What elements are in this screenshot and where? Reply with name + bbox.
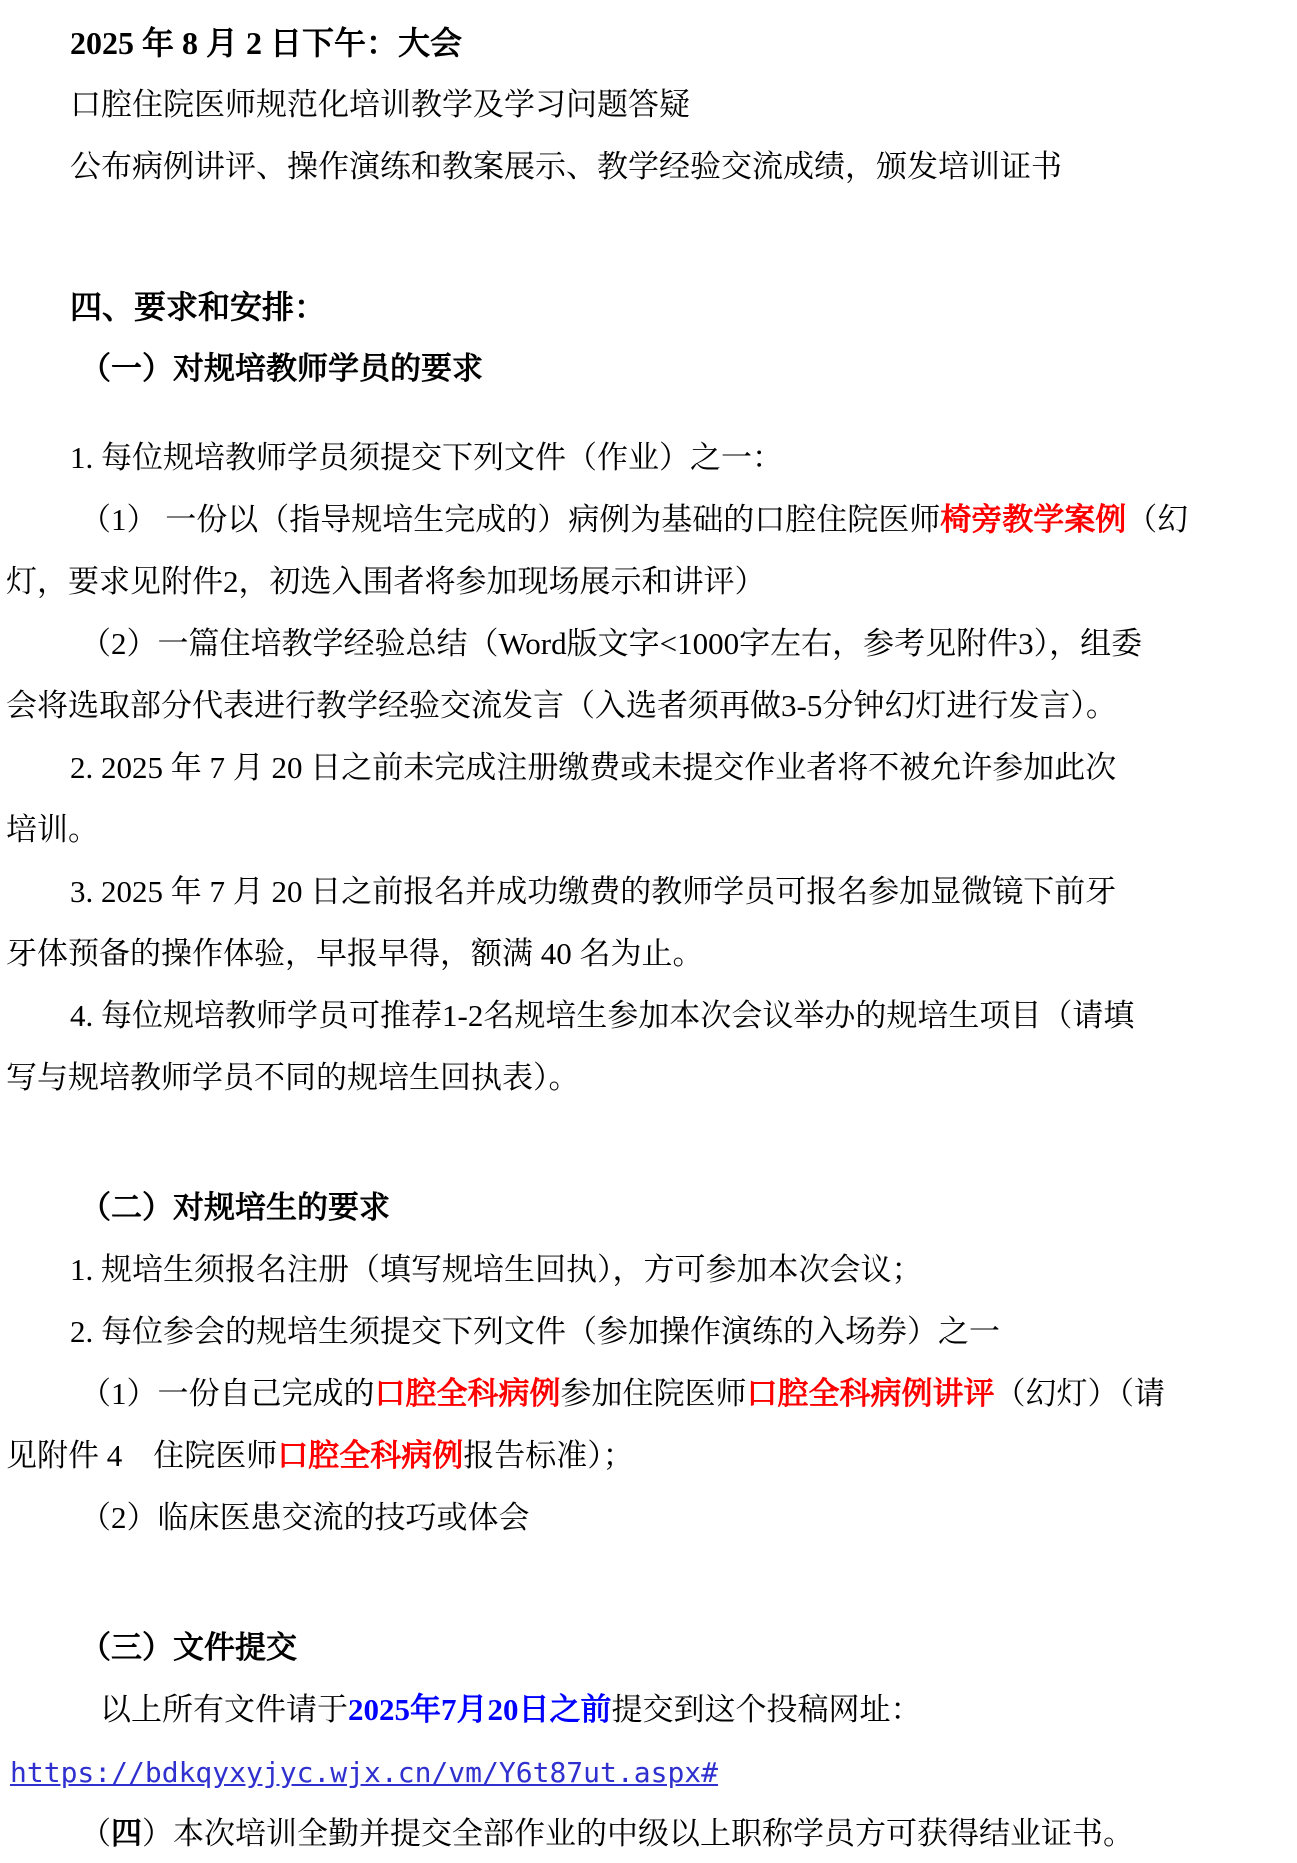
teacher-item1a-line2	[0, 551, 1297, 613]
schedule-line-qa-text: 口腔住院医师规范化培训教学及学习问题答疑	[70, 87, 690, 122]
resident-item2a-text3: （幻灯）（请	[994, 1376, 1165, 1411]
submission-title	[0, 1617, 1297, 1679]
teacher-item3-line2-text: 牙体预备的操作体验，早报早得，额满 40 名为止。	[6, 936, 704, 971]
resident-item2a-text1: （1）一份自己完成的	[80, 1376, 375, 1411]
teacher-item2-line2-text: 培训。	[6, 812, 99, 847]
teacher-item2-line2	[0, 799, 1297, 861]
certificate-note-text: ）本次培训全勤并提交全部作业的中级以上职称学员方可获得结业证书。	[142, 1816, 1134, 1851]
resident-item2a-red-review: 口腔全科病例讲评	[746, 1376, 995, 1411]
teacher-item1a-red-chairside: 椅旁教学案例	[940, 502, 1127, 537]
teacher-item1-text: 1. 每位规培教师学员须提交下列文件（作业）之一：	[70, 440, 783, 475]
teacher-item1b-line2	[0, 675, 1297, 737]
submission-url-line	[0, 1741, 1297, 1803]
teacher-item1b-line1	[0, 613, 1297, 675]
teacher-item1a-line1	[0, 489, 1297, 551]
submission-instruction-text2: 提交到这个投稿网址：	[611, 1692, 922, 1727]
resident-item2b-text: （2）临床医患交流的技巧或体会	[80, 1500, 530, 1535]
spacer	[0, 198, 1297, 276]
teacher-requirements-title-text: （一）对规培教师学员的要求	[80, 351, 483, 386]
certificate-note-paren-open: （	[80, 1816, 111, 1851]
resident-item2a-line2	[0, 1425, 1297, 1487]
resident-requirements-title	[0, 1177, 1297, 1239]
section4-title	[0, 276, 1297, 338]
teacher-requirements-title	[0, 338, 1297, 400]
schedule-line-qa	[0, 74, 1297, 136]
teacher-item4-line2	[0, 1047, 1297, 1109]
teacher-item4-line2-text: 写与规培教师学员不同的规培生回执表）。	[6, 1060, 580, 1095]
resident-item2a-red-case: 口腔全科病例	[374, 1376, 561, 1411]
resident-item2b	[0, 1487, 1297, 1549]
resident-item2a-line2-text2: 报告标准）；	[463, 1438, 634, 1473]
teacher-item3-line1-text: 3. 2025 年 7 月 20 日之前报名并成功缴费的教师学员可报名参加显微镜下前牙	[70, 874, 1117, 909]
certificate-note-number: 四	[111, 1816, 142, 1851]
schedule-afternoon-heading	[0, 12, 1297, 74]
teacher-item1a-line2-text: 灯，要求见附件2，初选入围者将参加现场展示和讲评）	[6, 564, 766, 599]
schedule-afternoon-heading-text: 2025 年 8 月 2 日下午：大会	[70, 25, 463, 61]
teacher-item4-line1-text: 4. 每位规培教师学员可推荐1-2名规培生参加本次会议举办的规培生项目（请填	[70, 998, 1135, 1033]
submission-url-link[interactable]: https://bdkqyxyjyc.wjx.cn/vm/Y6t87ut.aspx#	[10, 1756, 719, 1789]
resident-item2	[0, 1301, 1297, 1363]
teacher-item1b-line1-text: （2）一篇住培教学经验总结（Word版文字<1000字左右，参考见附件3），组委	[80, 626, 1143, 661]
section4-title-text: 四、要求和安排：	[70, 289, 327, 325]
resident-item1	[0, 1239, 1297, 1301]
resident-item2a-text2: 参加住院医师	[560, 1376, 747, 1411]
teacher-item3-line1	[0, 861, 1297, 923]
spacer	[0, 400, 1297, 427]
teacher-item3-line2	[0, 923, 1297, 985]
resident-item2a-line1	[0, 1363, 1297, 1425]
certificate-note	[0, 1803, 1297, 1863]
teacher-item2-line1	[0, 737, 1297, 799]
spacer	[0, 1109, 1297, 1177]
submission-instruction-text1: 以上所有文件请于	[100, 1692, 348, 1727]
schedule-line-awards-text: 公布病例讲评、操作演练和教案展示、教学经验交流成绩，颁发培训证书	[70, 149, 1062, 184]
teacher-item1b-line2-text: 会将选取部分代表进行教学经验交流发言（入选者须再做3-5分钟幻灯进行发言）。	[6, 688, 1117, 723]
teacher-item1a-text1: （1） 一份以（指导规培生完成的）病例为基础的口腔住院医师	[80, 502, 941, 537]
resident-item2a-line2-red-case: 口腔全科病例	[277, 1438, 464, 1473]
schedule-line-awards	[0, 136, 1297, 198]
teacher-item1	[0, 427, 1297, 489]
resident-requirements-title-text: （二）对规培生的要求	[80, 1190, 390, 1225]
teacher-item2-line1-text: 2. 2025 年 7 月 20 日之前未完成注册缴费或未提交作业者将不被允许参加此次	[70, 750, 1117, 785]
spacer	[0, 1549, 1297, 1617]
teacher-item1a-text2: （幻	[1126, 502, 1189, 537]
resident-item1-text: 1. 规培生须报名注册（填写规培生回执），方可参加本次会议；	[70, 1252, 923, 1287]
resident-item2a-line2-text1: 见附件 4 住院医师	[6, 1438, 278, 1473]
submission-instruction	[0, 1679, 1297, 1741]
submission-deadline: 2025年7月20日之前	[348, 1692, 612, 1727]
submission-title-text: （三）文件提交	[80, 1630, 297, 1665]
resident-item2-text: 2. 每位参会的规培生须提交下列文件（参加操作演练的入场券）之一	[70, 1314, 1000, 1349]
teacher-item4-line1	[0, 985, 1297, 1047]
